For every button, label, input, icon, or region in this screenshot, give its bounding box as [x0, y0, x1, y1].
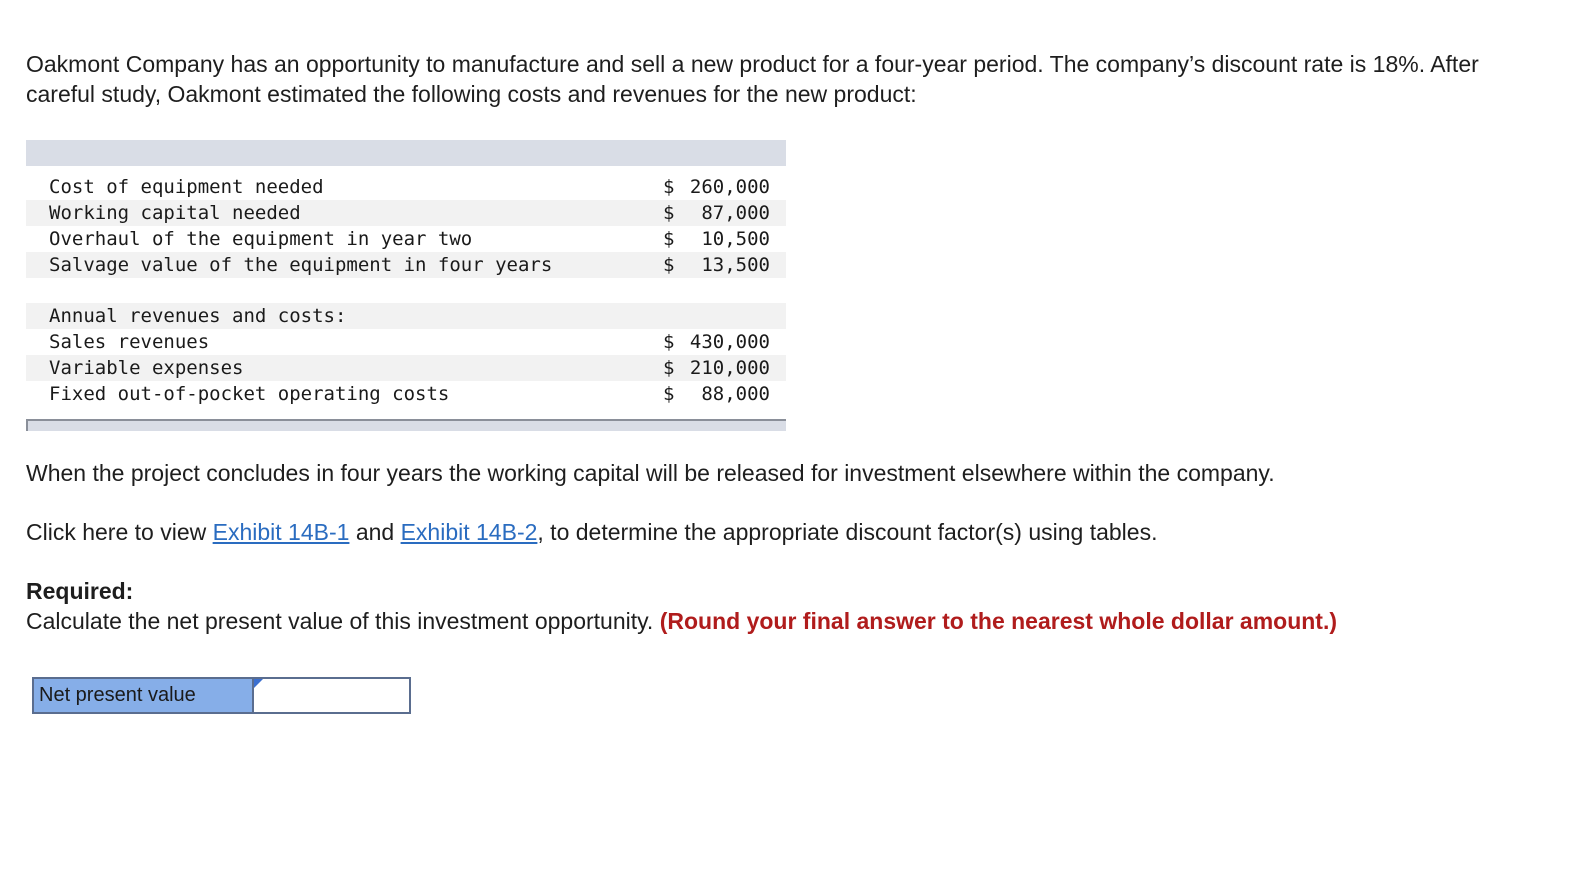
dollar-sign: $ [663, 176, 675, 198]
row-amount: 87,000 [701, 202, 770, 224]
exhibit-instructions [26, 517, 1157, 547]
row-amount: 13,500 [701, 254, 770, 276]
row-label: Salvage value of the equipment in four years [49, 254, 553, 276]
row-label: Working capital needed [49, 202, 301, 224]
cost-revenue-table [26, 140, 786, 431]
row-label: Overhaul of the equipment in year two [49, 228, 473, 250]
row-label: Sales revenues [49, 331, 210, 353]
table-section-heading [26, 303, 786, 329]
table-header-bar [26, 140, 786, 166]
exhibit-middle: and [349, 519, 401, 545]
row-amount: 10,500 [701, 228, 770, 250]
row-amount: 88,000 [701, 383, 770, 405]
npv-input-cell[interactable] [254, 679, 409, 712]
problem-intro: Oakmont Company has an opportunity to manufacture and sell a new product for a four-year period. The company’s discount rate is 18%. After careful study, Oakmont estimated the following costs and revenues for the new product: [26, 51, 1479, 107]
rounding-note: (Round your final answer to the nearest whole dollar amount.) [659, 608, 1338, 634]
row-label: Fixed out-of-pocket operating costs [49, 383, 450, 405]
npv-answer-row [32, 677, 411, 714]
dollar-sign: $ [663, 202, 675, 224]
annual-heading: Annual revenues and costs: [49, 305, 347, 327]
table-row [26, 252, 786, 278]
row-amount: 210,000 [689, 357, 770, 379]
exhibit-14b-2-link[interactable]: Exhibit 14B-2 [400, 519, 538, 545]
exhibit-14b-1-link[interactable]: Exhibit 14B-1 [212, 519, 350, 545]
npv-input[interactable] [254, 679, 409, 712]
table-row [26, 226, 786, 252]
row-label: Cost of equipment needed [49, 176, 324, 198]
instruction-text: Calculate the net present value of this investment opportunity. [26, 608, 660, 634]
npv-label: Net present value [34, 679, 254, 712]
exhibit-prefix: Click here to view [26, 519, 213, 545]
table-row [26, 381, 786, 407]
dollar-sign: $ [663, 254, 675, 276]
dollar-sign: $ [663, 357, 675, 379]
table-footer [26, 417, 786, 431]
exhibit-suffix: , to determine the appropriate discount factor(s) using tables. [537, 519, 1158, 545]
required-instruction [26, 606, 1337, 636]
row-amount: 430,000 [689, 331, 770, 353]
working-capital-note: When the project concludes in four years the working capital will be released for investment elsewhere within the company. [26, 460, 1275, 486]
table-row [26, 200, 786, 226]
input-marker-icon [254, 679, 263, 688]
row-label: Variable expenses [49, 357, 244, 379]
table-row [26, 174, 786, 200]
row-amount: 260,000 [689, 176, 770, 198]
table-row [26, 355, 786, 381]
required-label: Required: [26, 578, 134, 604]
dollar-sign: $ [663, 383, 675, 405]
dollar-sign: $ [663, 228, 675, 250]
dollar-sign: $ [663, 331, 675, 353]
table-row [26, 329, 786, 355]
